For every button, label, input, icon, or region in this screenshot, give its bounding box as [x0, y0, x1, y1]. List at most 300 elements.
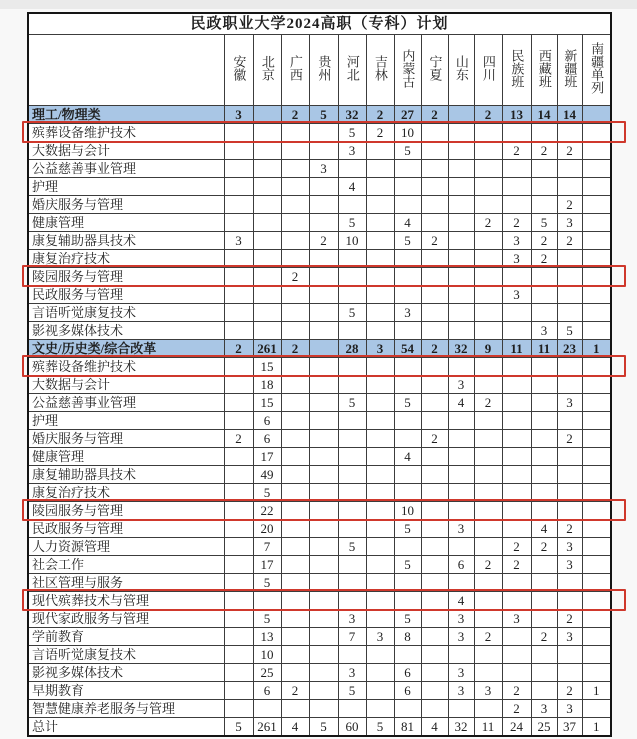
value-cell: [502, 430, 531, 448]
value-cell: 2: [474, 394, 502, 412]
value-cell: [421, 502, 448, 520]
value-cell: [448, 286, 474, 304]
value-cell: [309, 340, 338, 358]
value-cell: 2: [557, 682, 582, 700]
value-cell: [582, 394, 611, 412]
value-cell: 2: [557, 520, 582, 538]
value-cell: 22: [253, 502, 281, 520]
value-cell: [394, 484, 421, 502]
value-cell: [502, 196, 531, 214]
value-cell: 3: [224, 106, 253, 124]
value-cell: [531, 466, 557, 484]
value-cell: [474, 592, 502, 610]
value-cell: 3: [531, 322, 557, 340]
value-cell: 2: [281, 268, 309, 286]
value-cell: [448, 124, 474, 142]
column-header-10: [502, 35, 531, 106]
value-cell: [421, 250, 448, 268]
value-cell: 2: [281, 106, 309, 124]
value-cell: [253, 196, 281, 214]
value-cell: 17: [253, 448, 281, 466]
value-cell: [253, 124, 281, 142]
value-cell: [421, 124, 448, 142]
value-cell: [394, 286, 421, 304]
value-cell: 2: [557, 610, 582, 628]
enrollment-plan-table-wrapper: [27, 12, 612, 737]
value-cell: 3: [557, 628, 582, 646]
value-cell: [582, 520, 611, 538]
value-cell: [281, 664, 309, 682]
value-cell: 3: [448, 610, 474, 628]
value-cell: [448, 178, 474, 196]
enrollment-plan-table: [27, 12, 612, 737]
column-header-label: 贵州: [316, 55, 332, 81]
major-row: [28, 358, 611, 376]
value-cell: 5: [309, 106, 338, 124]
row-label: 大数据与会计: [28, 142, 224, 160]
value-cell: [421, 664, 448, 682]
value-cell: [421, 538, 448, 556]
value-cell: [582, 628, 611, 646]
value-cell: 5: [338, 394, 366, 412]
value-cell: [474, 286, 502, 304]
value-cell: [582, 664, 611, 682]
plan-table-body: [28, 106, 611, 737]
value-cell: 3: [502, 232, 531, 250]
value-cell: [474, 178, 502, 196]
value-cell: 2: [474, 214, 502, 232]
value-cell: [557, 574, 582, 592]
value-cell: [224, 664, 253, 682]
value-cell: 2: [531, 538, 557, 556]
value-cell: [224, 160, 253, 178]
value-cell: [582, 304, 611, 322]
major-row: [28, 628, 611, 646]
value-cell: [474, 574, 502, 592]
value-cell: [448, 484, 474, 502]
value-cell: [281, 556, 309, 574]
value-cell: [224, 178, 253, 196]
value-cell: [281, 196, 309, 214]
section-header-label: 文史/历史类/综合改革: [28, 340, 224, 358]
value-cell: [557, 286, 582, 304]
value-cell: [502, 448, 531, 466]
value-cell: [582, 466, 611, 484]
value-cell: [281, 574, 309, 592]
value-cell: 261: [253, 340, 281, 358]
value-cell: [421, 412, 448, 430]
major-row: [28, 430, 611, 448]
major-row: [28, 214, 611, 232]
value-cell: 25: [531, 718, 557, 737]
value-cell: [366, 466, 394, 484]
value-cell: 4: [394, 448, 421, 466]
value-cell: 10: [253, 646, 281, 664]
value-cell: [309, 322, 338, 340]
major-row: [28, 178, 611, 196]
column-header-label: 广西: [287, 55, 303, 81]
value-cell: 6: [253, 682, 281, 700]
value-cell: 3: [502, 250, 531, 268]
major-row: [28, 412, 611, 430]
value-cell: [281, 250, 309, 268]
value-cell: [281, 448, 309, 466]
value-cell: [224, 610, 253, 628]
value-cell: [582, 358, 611, 376]
value-cell: [394, 466, 421, 484]
value-cell: 2: [502, 556, 531, 574]
value-cell: [502, 358, 531, 376]
value-cell: [224, 268, 253, 286]
value-cell: [531, 286, 557, 304]
value-cell: [582, 268, 611, 286]
column-header-9: [474, 35, 502, 106]
value-cell: [394, 538, 421, 556]
value-cell: 5: [366, 718, 394, 737]
value-cell: [502, 502, 531, 520]
value-cell: [502, 412, 531, 430]
column-header-11: [531, 35, 557, 106]
value-cell: 3: [448, 682, 474, 700]
value-cell: [224, 574, 253, 592]
value-cell: [224, 376, 253, 394]
value-cell: [582, 196, 611, 214]
value-cell: 3: [557, 538, 582, 556]
value-cell: 4: [338, 178, 366, 196]
column-header-label: 山东: [453, 55, 469, 81]
value-cell: 28: [338, 340, 366, 358]
value-cell: 4: [448, 394, 474, 412]
value-cell: 2: [531, 142, 557, 160]
value-cell: [309, 214, 338, 232]
value-cell: [448, 646, 474, 664]
value-cell: 4: [531, 520, 557, 538]
value-cell: 17: [253, 556, 281, 574]
value-cell: [366, 592, 394, 610]
value-cell: 5: [394, 394, 421, 412]
value-cell: [338, 376, 366, 394]
value-cell: 3: [309, 160, 338, 178]
row-label: 言语听觉康复技术: [28, 646, 224, 664]
value-cell: [531, 412, 557, 430]
value-cell: [224, 556, 253, 574]
value-cell: [448, 106, 474, 124]
value-cell: [582, 700, 611, 718]
province-header-row: [28, 35, 611, 106]
value-cell: [309, 592, 338, 610]
value-cell: [366, 430, 394, 448]
value-cell: [531, 610, 557, 628]
value-cell: [531, 430, 557, 448]
value-cell: [582, 286, 611, 304]
page-top-strip: [0, 0, 637, 9]
major-row: [28, 664, 611, 682]
row-label: 公益慈善事业管理: [28, 394, 224, 412]
value-cell: [281, 466, 309, 484]
value-cell: 5: [531, 214, 557, 232]
value-cell: [474, 304, 502, 322]
row-label: 影视多媒体技术: [28, 322, 224, 340]
value-cell: [394, 700, 421, 718]
value-cell: 32: [448, 340, 474, 358]
value-cell: [531, 646, 557, 664]
major-row: [28, 502, 611, 520]
value-cell: 5: [394, 610, 421, 628]
value-cell: 8: [394, 628, 421, 646]
value-cell: [474, 232, 502, 250]
section-header-row-0: [28, 106, 611, 124]
column-header-label: 北京: [259, 55, 275, 81]
column-header-5: [366, 35, 394, 106]
value-cell: [394, 178, 421, 196]
value-cell: 6: [448, 556, 474, 574]
value-cell: [224, 124, 253, 142]
value-cell: [366, 250, 394, 268]
value-cell: [394, 196, 421, 214]
value-cell: [253, 178, 281, 196]
value-cell: 32: [338, 106, 366, 124]
value-cell: [474, 358, 502, 376]
value-cell: [502, 466, 531, 484]
value-cell: [281, 304, 309, 322]
value-cell: [281, 484, 309, 502]
value-cell: [309, 520, 338, 538]
column-header-8: [448, 35, 474, 106]
value-cell: 14: [531, 106, 557, 124]
major-row: [28, 232, 611, 250]
value-cell: [224, 484, 253, 502]
value-cell: [448, 412, 474, 430]
value-cell: [531, 178, 557, 196]
value-cell: [557, 448, 582, 466]
value-cell: [309, 700, 338, 718]
value-cell: [582, 430, 611, 448]
value-cell: 261: [253, 718, 281, 737]
value-cell: [474, 538, 502, 556]
value-cell: [421, 160, 448, 178]
value-cell: [557, 412, 582, 430]
value-cell: 18: [253, 376, 281, 394]
value-cell: 2: [502, 682, 531, 700]
value-cell: 5: [338, 214, 366, 232]
value-cell: [557, 466, 582, 484]
value-cell: [421, 142, 448, 160]
value-cell: [502, 160, 531, 178]
value-cell: 5: [394, 520, 421, 538]
value-cell: [421, 214, 448, 232]
value-cell: [421, 646, 448, 664]
value-cell: 4: [281, 718, 309, 737]
value-cell: 5: [394, 556, 421, 574]
row-label: 现代殡葬技术与管理: [28, 592, 224, 610]
column-header-label: 河北: [344, 55, 360, 81]
value-cell: [366, 664, 394, 682]
value-cell: [582, 448, 611, 466]
value-cell: [224, 358, 253, 376]
value-cell: [557, 592, 582, 610]
value-cell: [502, 178, 531, 196]
value-cell: [309, 250, 338, 268]
value-cell: [557, 268, 582, 286]
row-label: 康复治疗技术: [28, 250, 224, 268]
value-cell: [366, 700, 394, 718]
value-cell: [531, 448, 557, 466]
value-cell: [366, 394, 394, 412]
value-cell: [224, 466, 253, 484]
row-label: 陵园服务与管理: [28, 502, 224, 520]
value-cell: [582, 178, 611, 196]
major-row: [28, 610, 611, 628]
row-label: 早期教育: [28, 682, 224, 700]
value-cell: 3: [338, 610, 366, 628]
value-cell: [224, 286, 253, 304]
value-cell: [531, 358, 557, 376]
value-cell: [338, 466, 366, 484]
row-label: 总计: [28, 718, 224, 737]
value-cell: 1: [582, 718, 611, 737]
value-cell: 10: [394, 124, 421, 142]
value-cell: [253, 322, 281, 340]
major-row: [28, 484, 611, 502]
value-cell: [281, 142, 309, 160]
major-row: [28, 700, 611, 718]
value-cell: 3: [531, 700, 557, 718]
value-cell: [474, 268, 502, 286]
value-cell: [338, 646, 366, 664]
value-cell: [531, 484, 557, 502]
value-cell: [582, 412, 611, 430]
value-cell: [502, 304, 531, 322]
value-cell: [421, 610, 448, 628]
value-cell: [366, 196, 394, 214]
column-header-label: 安徽: [231, 55, 247, 81]
value-cell: [366, 574, 394, 592]
value-cell: [224, 592, 253, 610]
column-header-12: [557, 35, 582, 106]
row-label: 护理: [28, 412, 224, 430]
value-cell: [253, 592, 281, 610]
value-cell: [557, 358, 582, 376]
value-cell: [281, 646, 309, 664]
value-cell: [448, 268, 474, 286]
value-cell: [366, 322, 394, 340]
value-cell: 54: [394, 340, 421, 358]
value-cell: [309, 286, 338, 304]
value-cell: 1: [582, 682, 611, 700]
value-cell: [366, 412, 394, 430]
value-cell: [253, 214, 281, 232]
value-cell: [281, 520, 309, 538]
value-cell: 6: [394, 682, 421, 700]
value-cell: [338, 700, 366, 718]
column-header-label: 四川: [480, 55, 496, 81]
value-cell: [338, 592, 366, 610]
value-cell: 13: [253, 628, 281, 646]
value-cell: 5: [338, 124, 366, 142]
column-header-13: [582, 35, 611, 106]
value-cell: 2: [281, 340, 309, 358]
column-header-label: 新疆班: [562, 48, 578, 88]
value-cell: [582, 322, 611, 340]
value-cell: 4: [448, 592, 474, 610]
value-cell: [557, 664, 582, 682]
value-cell: 3: [557, 214, 582, 232]
value-cell: [281, 700, 309, 718]
value-cell: [421, 376, 448, 394]
title-row: [28, 13, 611, 35]
value-cell: 5: [253, 484, 281, 502]
value-cell: [474, 142, 502, 160]
value-cell: [281, 412, 309, 430]
value-cell: [582, 106, 611, 124]
value-cell: [366, 502, 394, 520]
value-cell: 3: [338, 142, 366, 160]
value-cell: 2: [366, 106, 394, 124]
value-cell: [338, 322, 366, 340]
value-cell: [582, 538, 611, 556]
value-cell: [582, 592, 611, 610]
value-cell: [224, 682, 253, 700]
value-cell: [474, 502, 502, 520]
major-row: [28, 592, 611, 610]
major-row: [28, 322, 611, 340]
value-cell: [394, 160, 421, 178]
value-cell: 49: [253, 466, 281, 484]
value-cell: [366, 484, 394, 502]
major-row: [28, 124, 611, 142]
major-row: [28, 538, 611, 556]
value-cell: [531, 304, 557, 322]
value-cell: [281, 160, 309, 178]
value-cell: 5: [394, 142, 421, 160]
value-cell: 2: [421, 106, 448, 124]
value-cell: [281, 124, 309, 142]
value-cell: 3: [502, 286, 531, 304]
value-cell: [253, 700, 281, 718]
value-cell: [582, 502, 611, 520]
value-cell: [448, 502, 474, 520]
value-cell: [224, 412, 253, 430]
header-empty-corner-cell: [28, 35, 224, 106]
value-cell: [281, 376, 309, 394]
value-cell: [224, 250, 253, 268]
row-label: 护理: [28, 178, 224, 196]
value-cell: [474, 520, 502, 538]
value-cell: [582, 556, 611, 574]
value-cell: [309, 412, 338, 430]
value-cell: [366, 358, 394, 376]
value-cell: [474, 196, 502, 214]
column-header-0: [224, 35, 253, 106]
value-cell: 13: [502, 106, 531, 124]
value-cell: [557, 178, 582, 196]
value-cell: 27: [394, 106, 421, 124]
value-cell: 2: [474, 556, 502, 574]
value-cell: [309, 466, 338, 484]
value-cell: [582, 160, 611, 178]
value-cell: [224, 628, 253, 646]
value-cell: [309, 502, 338, 520]
value-cell: [582, 250, 611, 268]
major-row: [28, 196, 611, 214]
value-cell: 2: [421, 430, 448, 448]
value-cell: [502, 124, 531, 142]
value-cell: 81: [394, 718, 421, 737]
value-cell: [253, 142, 281, 160]
value-cell: [421, 520, 448, 538]
value-cell: [366, 376, 394, 394]
value-cell: [338, 484, 366, 502]
